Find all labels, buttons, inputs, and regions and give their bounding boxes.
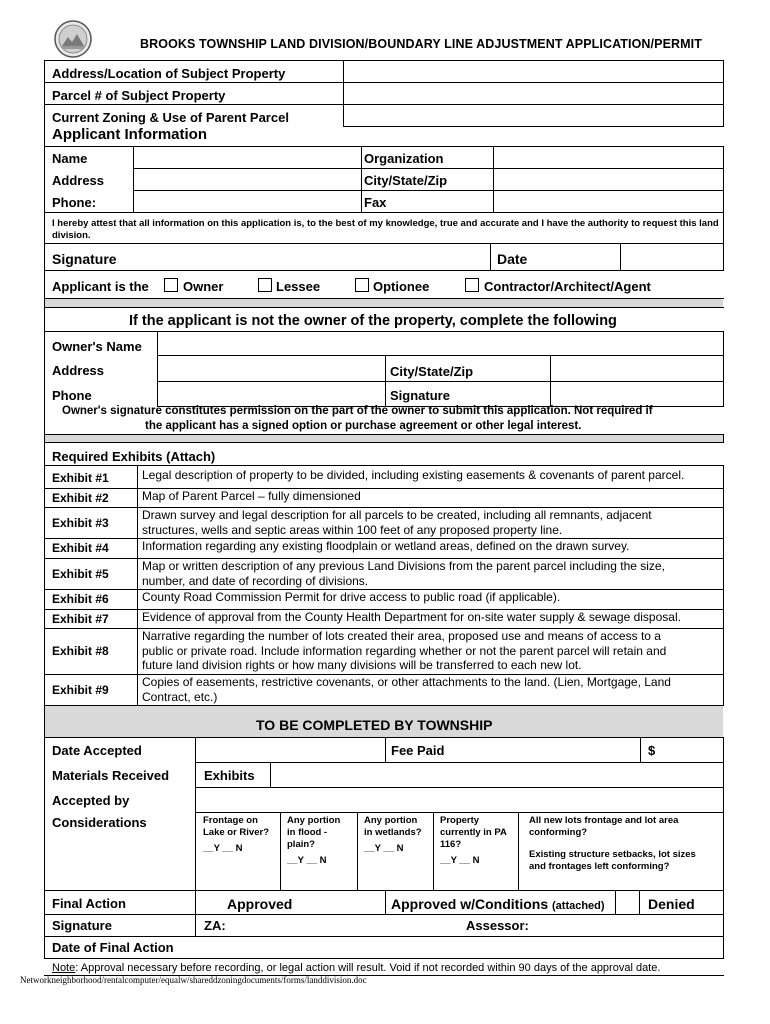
- consideration-line: currently in PA: [440, 827, 507, 838]
- property-address-field[interactable]: [344, 61, 722, 81]
- consideration-question[interactable]: [203, 815, 269, 855]
- township-heading: TO BE COMPLETED BY TOWNSHIP: [256, 717, 493, 733]
- exhibit-label: Exhibit #1: [52, 470, 109, 485]
- applicant-address-label: Address: [52, 173, 105, 188]
- optionee-option-label: Optionee: [373, 279, 430, 294]
- owner-note-line2: the applicant has a signed option or purchase agreement or other legal interest.: [145, 420, 582, 432]
- page-title: BROOKS TOWNSHIP LAND DIVISION/BOUNDARY LINE ADJUSTMENT APPLICATION/PERMIT: [140, 37, 702, 51]
- exhibits-received-field[interactable]: [271, 763, 722, 786]
- owner-name-field[interactable]: [158, 332, 722, 354]
- applicant-name-field[interactable]: [134, 147, 360, 167]
- owner-address-label: Address: [52, 363, 105, 378]
- contractor-checkbox[interactable]: [465, 278, 479, 292]
- materials-received-label: Materials Received: [52, 768, 170, 783]
- applicant-city-label: City/State/Zip: [364, 173, 448, 188]
- exhibit-description-line: number, and date of recording of divisions.: [142, 573, 369, 588]
- owner-name-label: Owner's Name: [52, 339, 142, 354]
- property-address-label: Address/Location of Subject Property: [52, 66, 286, 81]
- exhibit-description: [142, 539, 720, 554]
- accepted-by-field[interactable]: [196, 788, 722, 811]
- owner-phone-label: Phone: [52, 388, 92, 403]
- document-path: Networkneighborhood/rentalcomputer/equalw/shareddzoningdocuments/forms/landdivision.doc: [20, 975, 367, 985]
- contractor-option-label: Contractor/Architect/Agent: [484, 279, 651, 294]
- applicant-role-label: Applicant is the: [52, 279, 149, 294]
- exhibit-label: Exhibit #9: [52, 682, 109, 697]
- date-accepted-field[interactable]: [196, 738, 384, 761]
- assessor-signature-field[interactable]: [535, 915, 722, 935]
- owner-phone-field[interactable]: [158, 382, 384, 405]
- attached-label: (attached): [552, 900, 605, 912]
- attestation-text: I hereby attest that all information on this application is, to the best of my knowledge, true and accurate and I have the authority to request this land division.: [52, 218, 719, 241]
- exhibit-description: [142, 590, 720, 605]
- exhibit-description-line: future land division rights or how many divisions will be transferred to each new lot.: [142, 658, 582, 672]
- exhibit-description: [142, 468, 720, 483]
- owner-city-field[interactable]: [551, 356, 722, 380]
- owner-address-field[interactable]: [158, 356, 384, 380]
- consideration-line: Property: [440, 815, 480, 826]
- exhibit-description-line: Map or written description of any previous Land Divisions from the parent parcel including the size,: [142, 559, 665, 573]
- consideration-line: Lake or River?: [203, 827, 269, 838]
- zoning-field[interactable]: [344, 105, 722, 125]
- consideration-line: __Y __ N: [364, 843, 404, 854]
- owner-city-label: City/State/Zip: [390, 364, 474, 379]
- exhibit-description: [142, 559, 720, 588]
- applicant-city-field[interactable]: [494, 169, 722, 189]
- approved-conditions-label: Approved w/Conditions: [391, 896, 549, 912]
- exhibit-label: Exhibit #6: [52, 592, 109, 606]
- owner-signature-field[interactable]: [551, 382, 722, 405]
- fee-paid-label: Fee Paid: [391, 743, 445, 758]
- consideration-line: in flood -: [287, 827, 328, 838]
- consideration-question[interactable]: [287, 815, 340, 867]
- conforming-question-1: [529, 815, 678, 839]
- parcel-number-field[interactable]: [344, 83, 722, 103]
- applicant-name-label: Name: [52, 151, 88, 166]
- denied-option[interactable]: Denied: [648, 896, 695, 912]
- exhibit-description-line: public or private road. Include information regarding whether or not the parent parcel will retain and: [142, 643, 667, 658]
- conforming-question-2: [529, 849, 696, 873]
- applicant-signature-label: Signature: [52, 251, 117, 267]
- exhibit-description-line: Evidence of approval from the County Health Department for on-site water supply & sewage disposal.: [142, 610, 681, 624]
- consideration-line: 116?: [440, 839, 462, 850]
- conforming-1-line1: All new lots frontage and lot area: [529, 815, 679, 826]
- final-signature-label: Signature: [52, 918, 112, 933]
- exhibit-description-line: County Road Commission Permit for drive access to public road (if applicable).: [142, 590, 561, 604]
- accepted-by-label: Accepted by: [52, 793, 130, 808]
- exhibit-description: [142, 508, 720, 537]
- exhibit-description: [142, 629, 720, 673]
- owner-note-line1: Owner's signature constitutes permission on the part of the owner to submit this application. Not required if: [62, 405, 653, 417]
- lessee-option-label: Lessee: [276, 279, 321, 294]
- consideration-line: Any portion: [364, 815, 418, 826]
- za-signature-field[interactable]: [230, 915, 460, 935]
- consideration-line: plain?: [287, 839, 315, 850]
- applicant-organization-label: Organization: [364, 151, 444, 166]
- exhibit-description: [142, 489, 720, 504]
- owner-checkbox[interactable]: [164, 278, 178, 292]
- applicant-phone-label: Phone:: [52, 195, 97, 210]
- applicant-date-field[interactable]: [621, 244, 722, 269]
- za-label: ZA:: [204, 918, 226, 933]
- section-separator-2: [45, 435, 723, 442]
- exhibit-description-line: Legal description of property to be divided, including existing easements & covenants of parent parcel.: [142, 468, 685, 482]
- approved-conditions-option[interactable]: [391, 896, 605, 912]
- assessor-label: Assessor:: [466, 918, 529, 933]
- exhibit-label: Exhibit #2: [52, 490, 109, 505]
- exhibits-heading: Required Exhibits (Attach): [52, 449, 216, 464]
- consideration-line: in wetlands?: [364, 827, 422, 838]
- exhibit-label: Exhibit #7: [52, 611, 109, 626]
- consideration-line: __Y __ N: [440, 855, 480, 866]
- exhibit-description: [142, 610, 720, 625]
- consideration-line: Any portion: [287, 815, 341, 826]
- final-action-label: Final Action: [52, 896, 126, 911]
- date-final-action-label: Date of Final Action: [52, 940, 174, 955]
- date-accepted-label: Date Accepted: [52, 743, 142, 758]
- owner-option-label: Owner: [183, 279, 224, 294]
- exhibit-description-line: Narrative regarding the number of lots created their area, proposed use and means of access to a: [142, 629, 661, 643]
- consideration-question[interactable]: [364, 815, 422, 855]
- zoning-label: Current Zoning & Use of Parent Parcel: [52, 110, 289, 125]
- approval-note: [52, 962, 660, 974]
- owner-signature-label: Signature: [390, 388, 450, 403]
- exhibit-description-line: Information regarding any existing floodplain or wetland areas, defined on the drawn survey.: [142, 539, 630, 553]
- exhibit-description-line: Drawn survey and legal description for all parcels to be created, including all remnants, adjacent: [142, 508, 652, 522]
- applicant-address-field[interactable]: [134, 169, 360, 189]
- approved-option[interactable]: Approved: [227, 896, 293, 912]
- exhibit-description-line: Contract, etc.): [142, 689, 218, 704]
- date-final-action-field[interactable]: [190, 937, 722, 957]
- owner-section-heading: If the applicant is not the owner of the property, complete the following: [129, 313, 617, 329]
- applicant-fax-label: Fax: [364, 195, 387, 210]
- exhibit-label: Exhibit #8: [52, 644, 109, 658]
- consideration-line: Frontage on: [203, 815, 258, 826]
- note-label: Note: [52, 962, 76, 974]
- exhibit-description-line: Copies of easements, restrictive covenants, or other attachments to the land. (Lien, Mortgage, Land: [142, 675, 671, 689]
- applicant-heading: Applicant Information: [52, 126, 207, 143]
- exhibit-label: Exhibit #3: [52, 515, 109, 530]
- conforming-1-line2: conforming?: [529, 827, 588, 838]
- exhibit-description-line: Map of Parent Parcel – fully dimensioned: [142, 489, 361, 503]
- exhibit-description-line: structures, wells and septic areas within 100 feet of any proposed property line.: [142, 522, 563, 537]
- conforming-2-line2: and frontages left conforming?: [529, 861, 670, 872]
- township-heading-band: [45, 706, 723, 716]
- note-text: : Approval necessary before recording, or legal action will result. Void if not recorded within 90 days of the approval date.: [75, 962, 661, 974]
- applicant-phone-field[interactable]: [134, 191, 360, 211]
- exhibit-description: [142, 675, 720, 704]
- consideration-line: __Y __ N: [287, 855, 327, 866]
- considerations-label: Considerations: [52, 815, 147, 830]
- lessee-checkbox[interactable]: [258, 278, 272, 292]
- exhibit-label: Exhibit #5: [52, 566, 109, 581]
- parcel-number-label: Parcel # of Subject Property: [52, 88, 226, 103]
- applicant-date-label: Date: [497, 251, 528, 267]
- consideration-question[interactable]: [440, 815, 507, 867]
- consideration-line: __Y __ N: [203, 843, 243, 854]
- applicant-fax-field[interactable]: [494, 191, 722, 211]
- exhibit-label: Exhibit #4: [52, 541, 109, 555]
- exhibits-received-label: Exhibits: [204, 768, 255, 783]
- applicant-signature-field[interactable]: [128, 244, 488, 269]
- dollar-sign: $: [648, 743, 656, 758]
- section-separator: [45, 299, 723, 307]
- conforming-2-line1: Existing structure setbacks, lot sizes: [529, 849, 696, 860]
- optionee-checkbox[interactable]: [355, 278, 369, 292]
- fee-paid-field[interactable]: [386, 738, 639, 761]
- applicant-organization-field[interactable]: [494, 147, 722, 167]
- township-seal-logo: [54, 20, 92, 58]
